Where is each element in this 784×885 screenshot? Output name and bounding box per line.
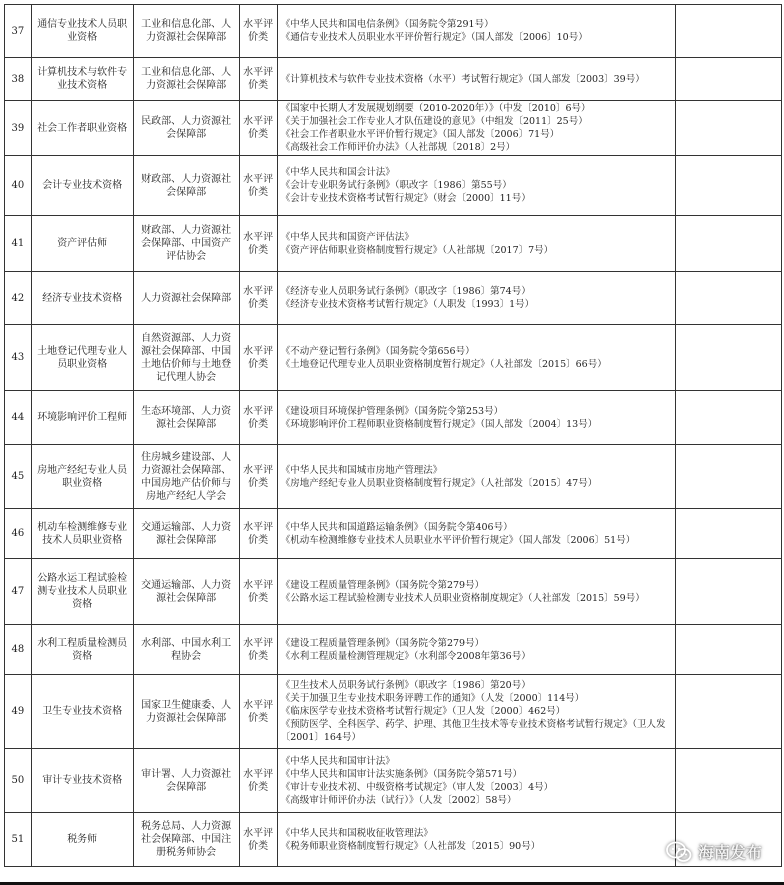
- legal-basis: [277, 58, 675, 101]
- remarks-cell: [675, 391, 781, 445]
- table-row: [5, 216, 782, 272]
- row-number: 51: [5, 813, 32, 867]
- legal-basis: [277, 509, 675, 559]
- qualification-name: 环境影响评价工程师: [31, 391, 133, 445]
- legal-basis: [277, 216, 675, 272]
- row-number: 47: [5, 559, 32, 625]
- legal-basis: [277, 156, 675, 216]
- legal-basis: [277, 625, 675, 675]
- legal-basis-line: 《中华人民共和国电信条例》（国务院令第291号）: [280, 19, 494, 30]
- responsible-department: 工业和信息化部、人力资源社会保障部: [133, 58, 239, 101]
- table-row: [5, 58, 782, 101]
- qualification-type: 水平评价类: [239, 101, 277, 156]
- qualification-name: 水利工程质量检测员资格: [31, 625, 133, 675]
- legal-basis-line: 《建设工程质量管理条例》（国务院令第279号）: [280, 579, 485, 591]
- legal-basis-line: 《中华人民共和国税收征收管理法》: [280, 827, 433, 839]
- legal-basis: [277, 559, 675, 625]
- legal-basis-line: 《中华人民共和国资产评估法》: [280, 231, 414, 243]
- legal-basis-line: 《经济专业人员职务试行条例》（职改字〔1986〕第74号）: [280, 286, 531, 297]
- remarks-cell: [675, 216, 781, 272]
- responsible-department: 财政部、人力资源社会保障部、中国资产评估协会: [133, 216, 239, 272]
- legal-basis-line: 《计算机技术与软件专业技术资格（水平）考试暂行规定》（国人部发〔2003〕39号）: [280, 73, 645, 85]
- qualification-name: 社会工作者职业资格: [31, 101, 133, 156]
- legal-basis-line: 《国家中长期人才发展规划纲要（2010-2020年）》（中发〔2010〕6号）: [280, 103, 591, 114]
- table-row: [5, 325, 782, 391]
- legal-basis: [277, 272, 675, 325]
- legal-basis-line: 《不动产登记暂行条例》（国务院令第656号）: [280, 345, 475, 357]
- qualification-type: 水平评价类: [239, 813, 277, 867]
- watermark-text: 海南发布: [697, 843, 762, 862]
- legal-basis-line: 《通信专业技术人员职业水平评价暂行规定》（国人部发〔2006〕10号）: [280, 32, 588, 43]
- legal-basis-line: 《关于加强社会工作专业人才队伍建设的意见》（中组发〔2011〕25号）: [280, 116, 588, 127]
- qualification-name: 卫生专业技术资格: [31, 675, 133, 749]
- legal-basis-line: 《机动车检测维修专业技术人员职业水平评价暂行规定》（国人部发〔2006〕51号）: [280, 534, 636, 546]
- remarks-cell: [675, 5, 781, 58]
- wechat-icon: [666, 841, 692, 863]
- qualification-table: [4, 4, 782, 867]
- row-number: 50: [5, 749, 32, 813]
- qualification-name: 通信专业技术人员职业资格: [31, 5, 133, 58]
- remarks-cell: [675, 325, 781, 391]
- table-row: [5, 156, 782, 216]
- legal-basis-line: 《关于加强卫生专业技术职务评聘工作的通知》（人发〔2000〕114号）: [280, 693, 585, 704]
- remarks-cell: [675, 272, 781, 325]
- legal-basis: [277, 445, 675, 509]
- qualification-name: 税务师: [31, 813, 133, 867]
- table-row: [5, 813, 782, 867]
- table-row: [5, 509, 782, 559]
- legal-basis-line: 《土地登记代理专业人员职业资格制度暂行规定》（人社部发〔2015〕66号）: [280, 358, 607, 370]
- watermark: [666, 840, 762, 863]
- legal-basis-line: 《建设项目环境保护管理条例》（国务院令第253号）: [280, 405, 504, 417]
- qualification-type: 水平评价类: [239, 216, 277, 272]
- responsible-department: 财政部、人力资源社会保障部: [133, 156, 239, 216]
- qualification-name: 会计专业技术资格: [31, 156, 133, 216]
- responsible-department: 水利部、中国水利工程协会: [133, 625, 239, 675]
- table-row: [5, 101, 782, 156]
- legal-basis-line: 《社会工作者职业水平评价暂行规定》（国人部发〔2006〕71号）: [280, 129, 560, 140]
- qualification-name: 机动车检测维修专业技术人员职业资格: [31, 509, 133, 559]
- legal-basis-line: 《环境影响评价工程师职业资格制度暂行规定》（国人部发〔2004〕13号）: [280, 418, 598, 430]
- qualification-type: 水平评价类: [239, 559, 277, 625]
- legal-basis: [277, 675, 675, 749]
- remarks-cell: [675, 559, 781, 625]
- legal-basis: [277, 813, 675, 867]
- row-number: 45: [5, 445, 32, 509]
- legal-basis-line: 《高级社会工作师评价办法》（人社部规〔2018〕2号）: [280, 142, 516, 153]
- responsible-department: 民政部、人力资源社会保障部: [133, 101, 239, 156]
- legal-basis-line: 《经济专业技术资格考试暂行规定》（人职发〔1993〕1号）: [280, 299, 535, 310]
- qualification-type: 水平评价类: [239, 391, 277, 445]
- qualification-type: 水平评价类: [239, 625, 277, 675]
- legal-basis-line: 《税务师职业资格制度暂行规定》（人社部发〔2015〕90号）: [280, 840, 541, 852]
- responsible-department: 人力资源社会保障部: [133, 272, 239, 325]
- legal-basis-line: 《中华人民共和国审计法》: [280, 755, 395, 767]
- qualification-type: 水平评价类: [239, 156, 277, 216]
- responsible-department: 审计署、人力资源社会保障部: [133, 749, 239, 813]
- qualification-type: 水平评价类: [239, 509, 277, 559]
- table-row: [5, 675, 782, 749]
- table-row: [5, 559, 782, 625]
- responsible-department: 交通运输部、人力资源社会保障部: [133, 559, 239, 625]
- legal-basis-line: 《中华人民共和国城市房地产管理法》: [280, 464, 443, 476]
- legal-basis-line: 《会计专业技术资格考试暂行规定》（财会〔2000〕11号）: [280, 193, 531, 204]
- qualification-name: 房地产经纪专业人员职业资格: [31, 445, 133, 509]
- legal-basis-line: 《中华人民共和国道路运输条例》（国务院令第406号）: [280, 521, 513, 533]
- row-number: 46: [5, 509, 32, 559]
- legal-basis-line: 《中华人民共和国审计法实施条例》（国务院令第571号）: [280, 768, 523, 780]
- row-number: 41: [5, 216, 32, 272]
- legal-basis-line: 《中华人民共和国会计法》: [280, 167, 395, 178]
- table-row: [5, 445, 782, 509]
- row-number: 44: [5, 391, 32, 445]
- remarks-cell: [675, 749, 781, 813]
- responsible-department: 交通运输部、人力资源社会保障部: [133, 509, 239, 559]
- legal-basis-line: 《水利工程质量检测管理规定》（水利部令2008年第36号）: [280, 650, 531, 662]
- row-number: 37: [5, 5, 32, 58]
- row-number: 40: [5, 156, 32, 216]
- legal-basis-line: 《高级审计师评价办法（试行）》（人发〔2002〕58号）: [280, 794, 517, 806]
- qualification-type: 水平评价类: [239, 325, 277, 391]
- table-body: [5, 5, 782, 867]
- responsible-department: 工业和信息化部、人力资源社会保障部: [133, 5, 239, 58]
- qualification-name: 审计专业技术资格: [31, 749, 133, 813]
- qualification-name: 经济专业技术资格: [31, 272, 133, 325]
- qualification-name: 资产评估师: [31, 216, 133, 272]
- row-number: 38: [5, 58, 32, 101]
- responsible-department: 住房城乡建设部、人力资源社会保障部、中国房地产估价师与房地产经纪人学会: [133, 445, 239, 509]
- qualification-name: 公路水运工程试验检测专业技术人员职业资格: [31, 559, 133, 625]
- legal-basis-line: 《审计专业技术初、中级资格考试规定》（审人发〔2003〕4号）: [280, 781, 554, 793]
- responsible-department: 税务总局、人力资源社会保障部、中国注册税务师协会: [133, 813, 239, 867]
- legal-basis-line: 《卫生技术人员职务试行条例》（职改字〔1986〕第20号）: [280, 680, 531, 691]
- responsible-department: 生态环境部、人力资源社会保障部: [133, 391, 239, 445]
- remarks-cell: [675, 156, 781, 216]
- row-number: 48: [5, 625, 32, 675]
- row-number: 43: [5, 325, 32, 391]
- legal-basis: [277, 391, 675, 445]
- table-row: [5, 625, 782, 675]
- qualification-type: 水平评价类: [239, 675, 277, 749]
- legal-basis-line: 《建设工程质量管理条例》（国务院令第279号）: [280, 637, 485, 649]
- qualification-type: 水平评价类: [239, 5, 277, 58]
- table-row: [5, 5, 782, 58]
- legal-basis-line: 《房地产经纪专业人员职业资格制度暂行规定》（人社部发〔2015〕47号）: [280, 477, 598, 489]
- remarks-cell: [675, 445, 781, 509]
- qualification-name: 计算机技术与软件专业技术资格: [31, 58, 133, 101]
- table-row: [5, 391, 782, 445]
- responsible-department: 国家卫生健康委、人力资源社会保障部: [133, 675, 239, 749]
- qualification-name: 土地登记代理专业人员职业资格: [31, 325, 133, 391]
- qualification-type: 水平评价类: [239, 445, 277, 509]
- row-number: 39: [5, 101, 32, 156]
- table-row: [5, 272, 782, 325]
- legal-basis-line: 《临床医学专业技术资格考试暂行规定》（卫人发〔2000〕462号）: [280, 706, 566, 717]
- remarks-cell: [675, 101, 781, 156]
- row-number: 49: [5, 675, 32, 749]
- legal-basis: [277, 5, 675, 58]
- legal-basis: [277, 101, 675, 156]
- qualification-type: 水平评价类: [239, 58, 277, 101]
- qualification-type: 水平评价类: [239, 749, 277, 813]
- legal-basis-line: 《公路水运工程试验检测专业技术人员职业资格制度规定》（人社部发〔2015〕59号）: [280, 592, 645, 604]
- legal-basis-line: 《会计专业职务试行条例》（职改字〔1986〕第55号）: [280, 180, 512, 191]
- legal-basis: [277, 749, 675, 813]
- row-number: 42: [5, 272, 32, 325]
- remarks-cell: [675, 625, 781, 675]
- legal-basis: [277, 325, 675, 391]
- remarks-cell: [675, 675, 781, 749]
- qualification-type: 水平评价类: [239, 272, 277, 325]
- legal-basis-line: 《资产评估师职业资格制度暂行规定》（人社部规〔2017〕7号）: [280, 244, 554, 256]
- responsible-department: 自然资源部、人力资源社会保障部、中国土地估价师与土地登记代理人协会: [133, 325, 239, 391]
- remarks-cell: [675, 509, 781, 559]
- remarks-cell: [675, 58, 781, 101]
- legal-basis-line: 《预防医学、全科医学、药学、护理、其他卫生技术等专业技术资格考试暂行规定》（卫人发〔2001〕164号）: [280, 719, 666, 743]
- table-row: [5, 749, 782, 813]
